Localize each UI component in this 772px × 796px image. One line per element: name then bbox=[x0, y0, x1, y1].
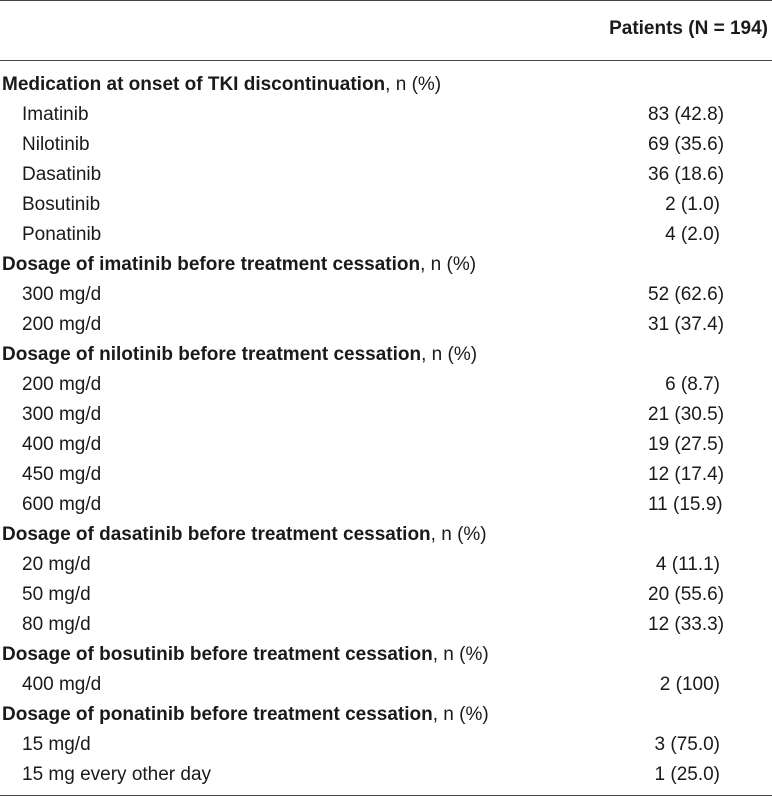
table-row bbox=[0, 460, 772, 490]
section-suffix: , n (%) bbox=[432, 644, 489, 665]
section-suffix: , n (%) bbox=[385, 74, 442, 95]
table-row bbox=[0, 430, 772, 460]
row-value: 21 (30.5) bbox=[648, 404, 725, 425]
row-value: 1 (25.0) bbox=[654, 764, 720, 785]
table-top-rule bbox=[0, 0, 772, 1]
row-label: 200 mg/d bbox=[22, 314, 102, 335]
row-value: 19 (27.5) bbox=[648, 434, 725, 455]
section-title: Dosage of imatinib before treatment cessation bbox=[2, 254, 421, 275]
row-label: Imatinib bbox=[22, 104, 89, 125]
row-value: 12 (33.3) bbox=[648, 614, 725, 635]
row-label: Ponatinib bbox=[22, 224, 102, 245]
row-value: 2 (1.0) bbox=[665, 194, 720, 215]
section-suffix: , n (%) bbox=[432, 704, 489, 725]
section-header-label bbox=[2, 700, 489, 730]
table-row bbox=[0, 550, 772, 580]
row-label: Dasatinib bbox=[22, 164, 102, 185]
table-row bbox=[0, 100, 772, 130]
row-value: 2 (100) bbox=[659, 674, 720, 695]
table-row bbox=[0, 730, 772, 760]
row-value: 69 (35.6) bbox=[648, 134, 725, 155]
section-suffix: , n (%) bbox=[420, 254, 477, 275]
row-label: 15 mg every other day bbox=[22, 764, 212, 785]
row-label: 300 mg/d bbox=[22, 284, 102, 305]
table-row bbox=[0, 280, 772, 310]
row-label: 15 mg/d bbox=[22, 734, 91, 755]
table-body bbox=[0, 70, 772, 790]
row-value: 3 (75.0) bbox=[654, 734, 720, 755]
table-row bbox=[0, 760, 772, 790]
row-value: 52 (62.6) bbox=[648, 284, 725, 305]
section-suffix: , n (%) bbox=[421, 344, 478, 365]
table-row bbox=[0, 190, 772, 220]
row-label: 50 mg/d bbox=[22, 584, 91, 605]
section-header-row bbox=[0, 250, 772, 280]
row-label: 450 mg/d bbox=[22, 464, 102, 485]
table-row bbox=[0, 580, 772, 610]
table-row bbox=[0, 370, 772, 400]
section-header-label bbox=[2, 250, 476, 280]
section-header-row bbox=[0, 520, 772, 550]
row-value: 12 (17.4) bbox=[648, 464, 725, 485]
row-value: 6 (8.7) bbox=[665, 374, 720, 395]
row-value: 20 (55.6) bbox=[648, 584, 725, 605]
table-row bbox=[0, 610, 772, 640]
row-label: 200 mg/d bbox=[22, 374, 102, 395]
table-row bbox=[0, 220, 772, 250]
table-row bbox=[0, 160, 772, 190]
table-row bbox=[0, 400, 772, 430]
row-label: 400 mg/d bbox=[22, 434, 102, 455]
row-label: 600 mg/d bbox=[22, 494, 102, 515]
section-title: Dosage of ponatinib before treatment cessation bbox=[2, 704, 433, 725]
section-header-label bbox=[2, 520, 487, 550]
row-label: 80 mg/d bbox=[22, 614, 91, 635]
section-title: Dosage of nilotinib before treatment cessation bbox=[2, 344, 422, 365]
row-label: 20 mg/d bbox=[22, 554, 91, 575]
row-value: 31 (37.4) bbox=[648, 314, 725, 335]
row-value: 36 (18.6) bbox=[648, 164, 725, 185]
section-header-row bbox=[0, 640, 772, 670]
row-label: Nilotinib bbox=[22, 134, 90, 155]
row-value: 4 (2.0) bbox=[665, 224, 720, 245]
section-title: Medication at onset of TKI discontinuation bbox=[2, 74, 386, 95]
table-header-rule bbox=[0, 60, 772, 61]
row-label: 300 mg/d bbox=[22, 404, 102, 425]
section-header-label bbox=[2, 340, 477, 370]
row-label: Bosutinib bbox=[22, 194, 101, 215]
section-header-row bbox=[0, 700, 772, 730]
section-header-row bbox=[0, 70, 772, 100]
table-row bbox=[0, 490, 772, 520]
section-title: Dosage of dasatinib before treatment cessation bbox=[2, 524, 431, 545]
table-row bbox=[0, 130, 772, 160]
table-row bbox=[0, 310, 772, 340]
section-header-label bbox=[2, 640, 489, 670]
table-row bbox=[0, 670, 772, 700]
row-value: 11 (15.9) bbox=[648, 494, 723, 515]
row-label: 400 mg/d bbox=[22, 674, 102, 695]
column-header-patients: Patients (N = 194) bbox=[609, 18, 768, 39]
section-suffix: , n (%) bbox=[430, 524, 487, 545]
row-value: 4 (11.1) bbox=[655, 554, 720, 575]
section-header-label bbox=[2, 70, 441, 100]
row-value: 83 (42.8) bbox=[648, 104, 725, 125]
section-title: Dosage of bosutinib before treatment cessation bbox=[2, 644, 433, 665]
section-header-row bbox=[0, 340, 772, 370]
